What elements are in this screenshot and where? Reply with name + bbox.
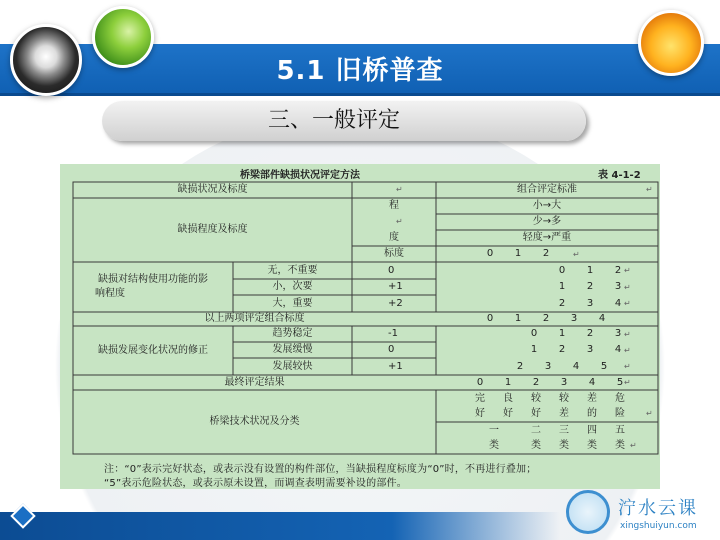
final-value: 3	[560, 376, 568, 388]
status-char: 险	[615, 408, 625, 419]
effect-value: 2	[558, 297, 566, 309]
trend-value: 3	[614, 328, 622, 339]
return-mark-icon: ↵	[396, 185, 403, 194]
status-char: 良	[503, 393, 513, 404]
status-char: 完	[475, 393, 485, 404]
effect-level-modifier: +1	[388, 281, 403, 292]
class-char: 类	[489, 440, 499, 451]
trend-level-label: 发展较快	[272, 360, 313, 372]
combo-scale-value: 2	[542, 313, 550, 324]
status-char: 差	[587, 393, 597, 404]
class-char: 一	[489, 425, 499, 436]
status-char: 较	[531, 393, 541, 404]
effect-level-modifier: 0	[388, 264, 395, 276]
return-mark-icon: ↵	[624, 346, 631, 355]
less-to-more-label: 少→多	[532, 216, 562, 227]
class-char: 四	[587, 425, 597, 436]
trend-level-label: 发展缓慢	[272, 344, 313, 355]
effect-level-label: 小，次要	[272, 281, 313, 292]
class-char: 类	[531, 440, 541, 451]
return-mark-icon: ↵	[630, 441, 637, 450]
bridge-classification-label: 桥梁技术状况及分类	[209, 416, 300, 427]
return-mark-icon: ↵	[624, 266, 631, 275]
status-char: 危	[615, 393, 625, 404]
return-mark-icon: ↵	[624, 330, 631, 339]
note-line-2: “5”表示危险状态，或表示原未设置，而调查表明需要补设的部件。	[104, 478, 407, 489]
trend-value: 3	[544, 360, 552, 372]
final-result-label: 最终评定结果	[224, 376, 285, 388]
effect-level-label: 无，不重要	[267, 264, 318, 276]
scale-value: 0	[486, 248, 494, 259]
effect-value: 2	[586, 281, 594, 292]
status-char: 的	[587, 408, 597, 419]
final-value: 0	[476, 376, 484, 388]
class-char: 三	[559, 425, 569, 436]
effect-value: 4	[614, 297, 622, 309]
small-to-large-label: 小→大	[532, 200, 562, 211]
trend-level-label: 趋势稳定	[272, 328, 313, 339]
trend-level-modifier: +1	[388, 360, 403, 372]
function-effect-line-2: 响程度	[95, 288, 125, 299]
trend-value: 2	[586, 328, 594, 339]
trend-value: 4	[614, 344, 622, 355]
combo-scale-value: 0	[486, 313, 494, 324]
footer-band	[0, 512, 560, 540]
logo-url: xingshuiyun.com	[620, 521, 697, 531]
class-char: 类	[587, 440, 597, 451]
trend-value: 5	[600, 360, 608, 372]
effect-value: 0	[558, 264, 566, 276]
table-caption: 桥梁部件缺损状况评定方法	[240, 170, 360, 181]
defect-degree-scale-label: 缺损程度及标度	[177, 224, 248, 235]
class-char: 二	[531, 425, 541, 436]
combo-scale-value: 4	[598, 313, 606, 324]
trend-value: 1	[558, 328, 566, 339]
class-char: 类	[615, 440, 625, 451]
class-char: 类	[559, 440, 569, 451]
effect-value: 2	[614, 264, 622, 276]
defect-status-scale-label: 缺损状况及标度	[177, 184, 248, 195]
trend-value: 0	[530, 328, 538, 339]
light-to-severe-label: 轻度→严重	[522, 232, 572, 243]
status-char: 差	[559, 408, 569, 419]
logo-name: 泞水云课	[618, 498, 698, 519]
combo-scale-value: 3	[570, 313, 578, 324]
degree-char-1: 程	[389, 200, 399, 211]
effect-value: 3	[614, 281, 622, 292]
trend-value: 4	[572, 360, 580, 372]
status-char: 好	[531, 408, 541, 419]
return-mark-icon: ↵	[624, 378, 631, 387]
trend-value: 1	[530, 344, 538, 355]
return-mark-icon: ↵	[624, 283, 631, 292]
return-mark-icon: ↵	[396, 217, 403, 226]
subtitle-text: 三、一般评定	[267, 108, 400, 133]
trend-value: 3	[586, 344, 594, 355]
scale-value: 1	[514, 248, 522, 259]
status-char: 较	[559, 393, 569, 404]
function-effect-line-1: 缺损对结构使用功能的影	[98, 274, 208, 285]
return-mark-icon: ↵	[646, 185, 653, 194]
return-mark-icon: ↵	[573, 250, 580, 259]
effect-level-modifier: +2	[388, 297, 403, 309]
final-value: 5	[616, 376, 624, 388]
logo-swirl-icon	[566, 490, 610, 534]
trend-value: 2	[558, 344, 566, 355]
trend-value: 2	[516, 360, 524, 372]
status-char: 好	[503, 408, 513, 419]
trend-level-modifier: 0	[388, 344, 395, 355]
effect-level-label: 大，重要	[272, 297, 313, 309]
combo-scale-value: 1	[514, 313, 522, 324]
class-char: 五	[615, 425, 625, 436]
trend-level-modifier: -1	[388, 328, 398, 339]
trend-correction-label: 缺损发展变化状况的修正	[98, 344, 208, 356]
effect-value: 1	[558, 281, 566, 292]
slide-title: 5.1 旧桥普查	[276, 56, 444, 86]
status-char: 好	[475, 408, 485, 419]
degree-char-2: 度	[389, 232, 399, 243]
function-effect-label	[73, 262, 233, 312]
effect-value: 1	[586, 264, 594, 276]
return-mark-icon: ↵	[624, 362, 631, 371]
return-mark-icon: ↵	[624, 299, 631, 308]
combo-scale-label: 以上两项评定组合标度	[204, 313, 305, 324]
final-value: 2	[532, 376, 540, 388]
table-number: 表 4-1-2	[598, 170, 641, 181]
scale-label: 标度	[384, 248, 404, 259]
combo-standard-label: 组合评定标准	[517, 184, 577, 195]
return-mark-icon: ↵	[646, 409, 653, 418]
scale-value: 2	[542, 248, 550, 259]
final-value: 4	[588, 376, 596, 388]
note-line-1: 注：“0”表示完好状态，或表示没有设置的构件部位，当缺损程度标度为“0”时，不再进行叠加；	[104, 464, 537, 475]
effect-value: 3	[586, 297, 594, 309]
final-value: 1	[504, 376, 512, 388]
